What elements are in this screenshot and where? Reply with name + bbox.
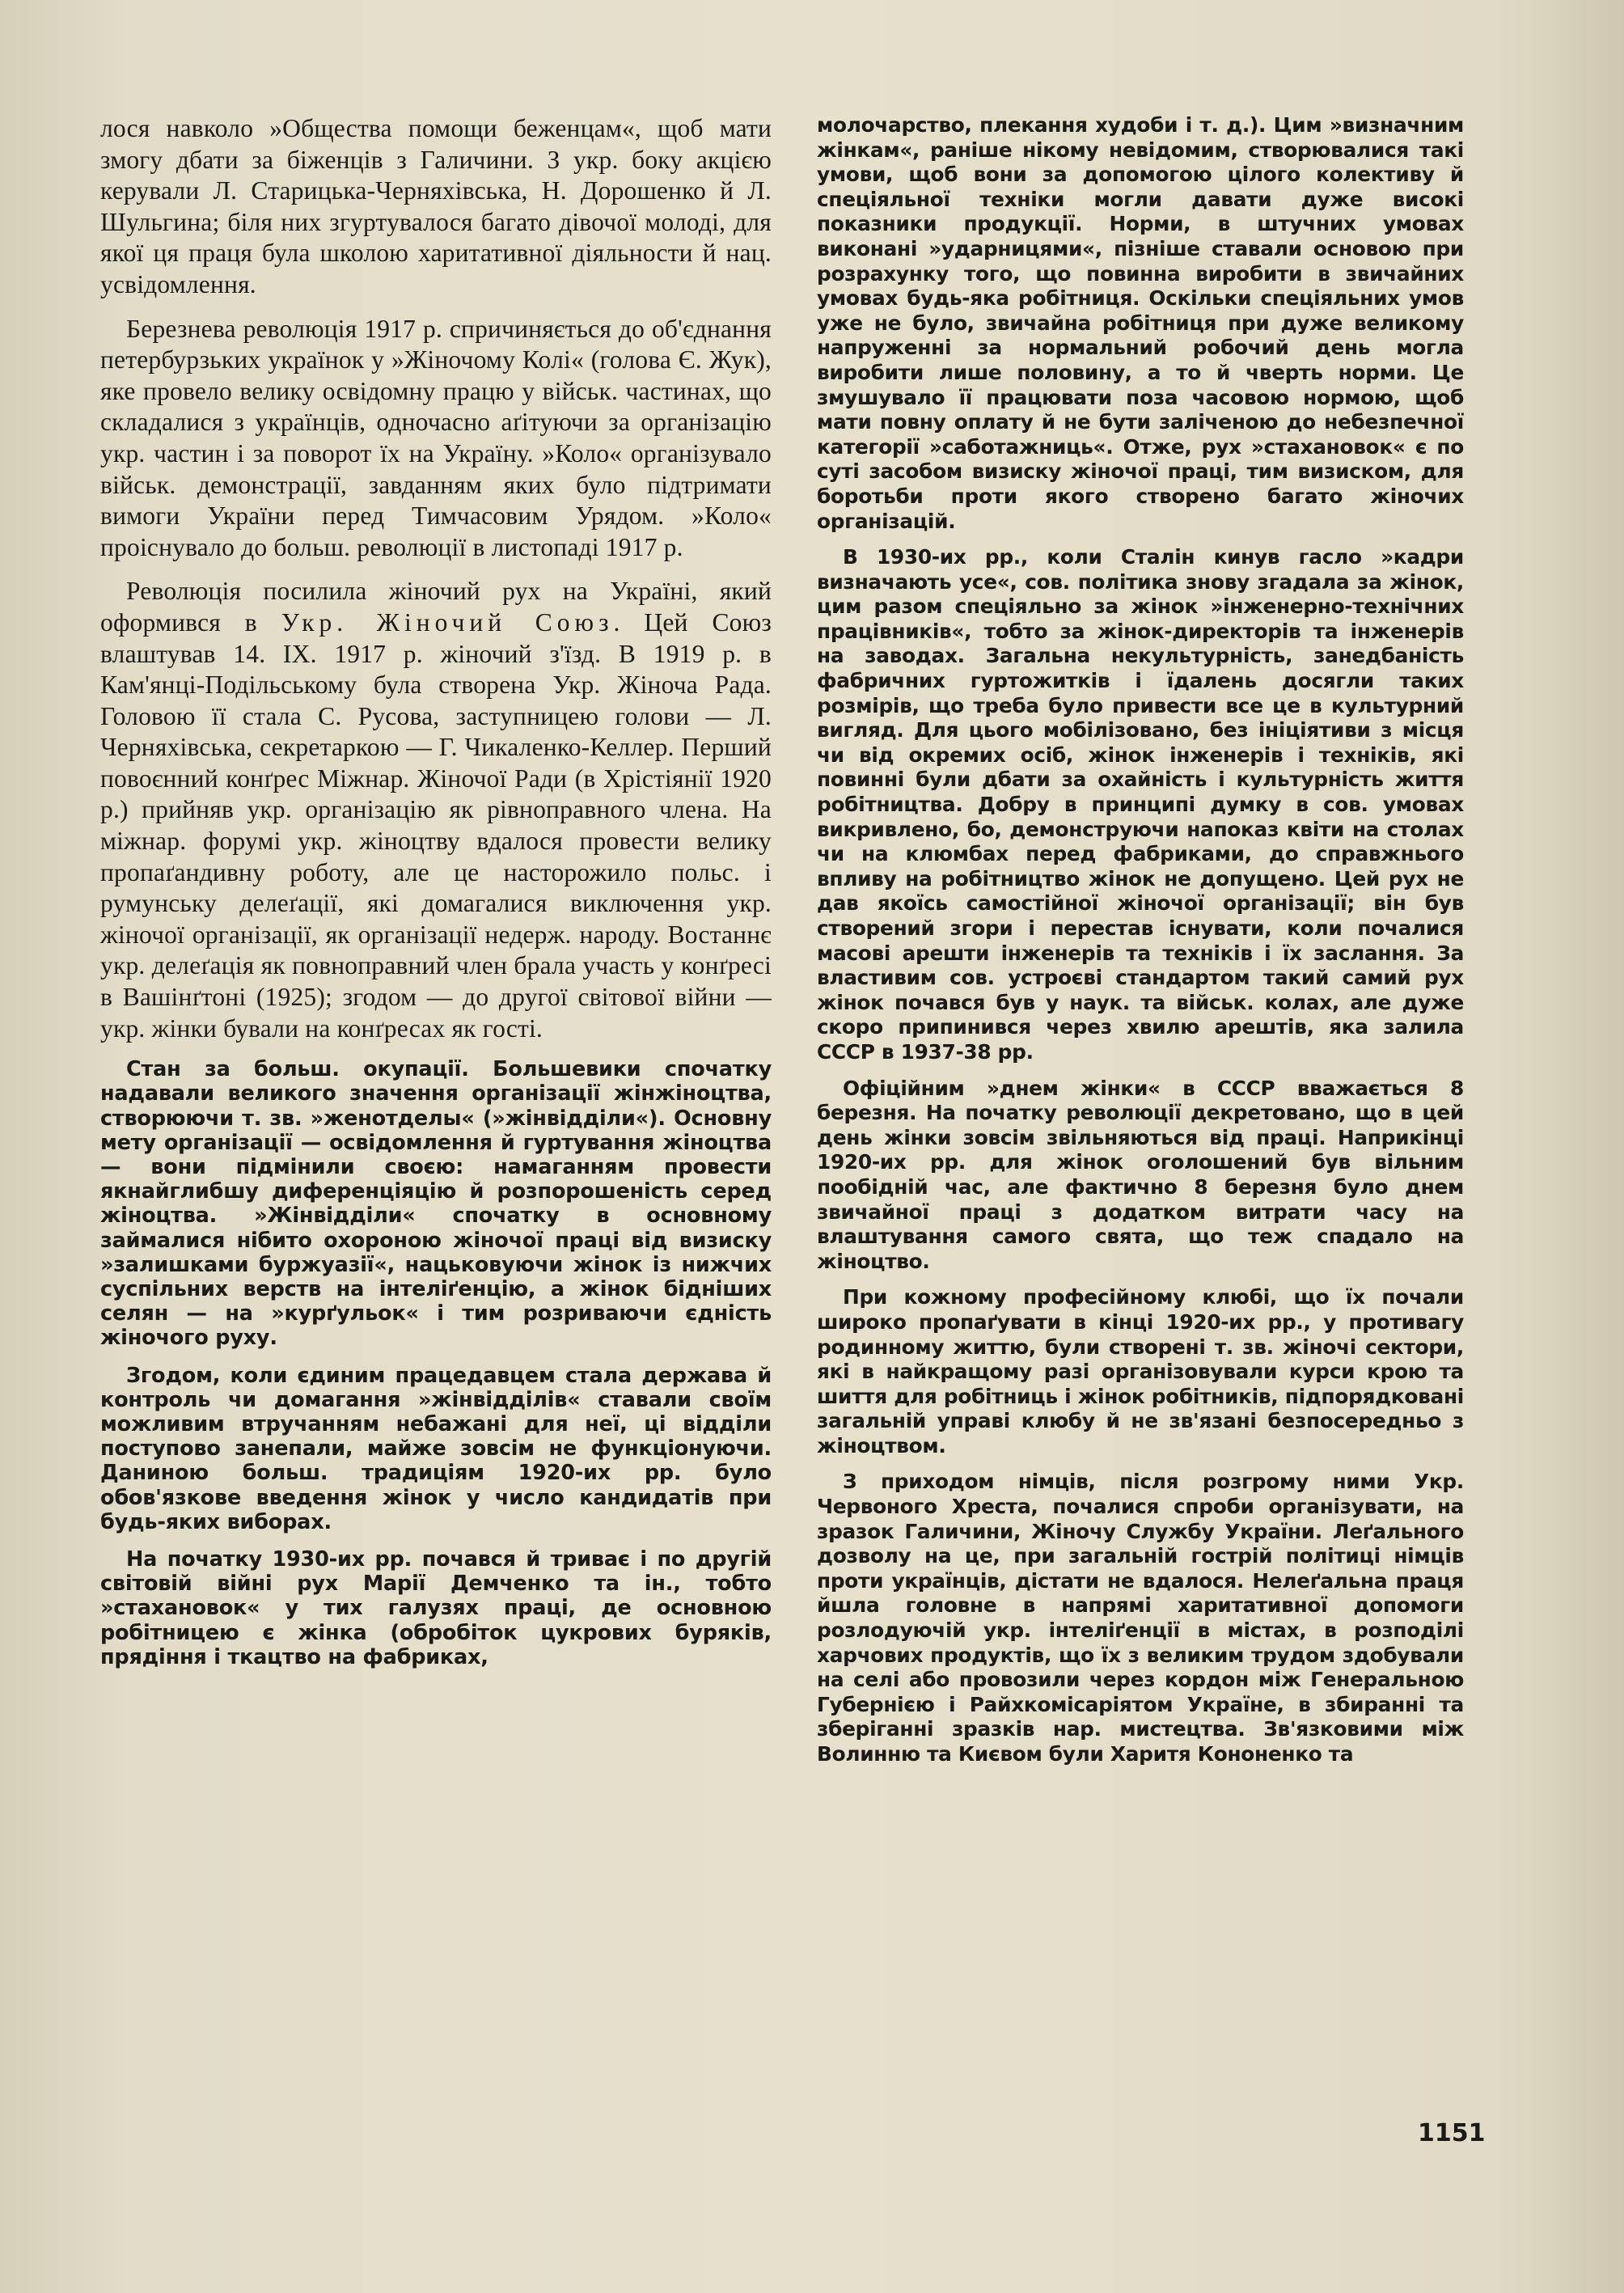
union-name: Укр. Жіночий Союз — [281, 607, 614, 637]
left-paragraph-2: Березнева революція 1917 р. спричиняється до об'єднання петербурзьких українок у »Жіночому Колі« (голова Є. Жук), яке провело велику освідомну працю у військ. частинах, що складалися з українців, одночасно аґітуючи за організацію укр. частин і за поворот їх на Україну. »Коло« організувало військ. демонстрації, завданням яких було підтримати вимоги України перед Тимчасовим Урядом. »Коло« проіснувало до больш. революції в листопаді 1917 р. — [100, 314, 772, 561]
left-paragraph-3 — [100, 576, 772, 1044]
section-heading: Стан за больш. окупації. — [126, 1057, 469, 1082]
right-paragraph-1: молочарство, плекання худоби і т. д.). Цим »визначним жінкам«, раніше нікому невідомим, створювалися такі умови, щоб вони за допомогою цілого колективу й спеціяльної техніки могли давати дуже високі показники продукції. Норми, в штучних умовах виконані »ударницями«, пізніше ставали основою при розрахунку того, що повинна виробити в звичайних умовах будь-яка робітниця. Оскільки спеціяльних умов уже не було, звичайна робітниця при дуже великому напруженні за нормальний робочий день могла виробити лише половину, а то й чверть норми. Це змушувало її працювати поза часовою нормою, щоб мати повну оплату й не бути заліченою до небезпечної категорії »саботажниць«. Отже, рух »стахановок« є по суті засобом визиску жіночої праці, тим визиском, для боротьби проти якого створено багато жіночих організацій. — [817, 113, 1464, 533]
right-paragraph-5: З приходом німців, після розгрому ними Укр. Червоного Хреста, почалися спроби організувати, на зразок Галичини, Жіночу Службу України. Леґального дозволу на це, при загальній гострій політиці німців проти українців, дістати не вдалося. Нелеґальна праця йшла головне в напрямі харитативної допомоги розлодуючій укр. інтеліґенції в містах, в розподілі харчових продуктів, що їх з великим трудом здобували на селі або провозили через кордон між Генеральною Губернією і Райхкомісаріятом Україне, в збиранні та зберіганні зразків нар. мистецтва. Зв'язковими між Волинню та Києвом були Харитя Кононенко та — [817, 1470, 1464, 1766]
left-paragraph-4-body: Большевики спочатку надавали великого значення організації жінжіноцтва, створюючи т. зв. »женотделы« (»жінвідділи«). Основну мету організації — освідомлення й гуртування жіноцтва — вони підмінили своєю: намаганням провести якнайглибшу диференціяцію й розпорошеність серед жіноцтва. »Жінвідділи« спочатку в основному займалися нібито охороною жіночої праці від визиску »залишками буржуазії«, нацьковуючи жінок із нижчих суспільних верств на інтеліґенцію, а жінок бідніших селян — на »курґульок« і тим розриваючи єдність жіночого руху. — [100, 1057, 772, 1351]
left-paragraph-3-rest: . Цей Союз влаштував 14. IX. 1917 р. жіночий з'їзд. В 1919 р. в Кам'янці-Подільському була створена Укр. Жіноча Рада. Головою її стала С. Русова, заступницею голови — Л. Черняхівська, секретаркою — Г. Чикаленко-Келлер. Перший повоєнний конґрес Міжнар. Жіночої Ради (в Хрістіянії 1920 р.) прийняв укр. організацію як рівноправного члена. На міжнар. форумі укр. жіноцтву вдалося провести велику пропаґандивну роботу, але це насторожило польс. і румунську делеґації, які домагалися виключення укр. жіночої організації, як організації недерж. народу. Востаннє укр. делеґація як повноправний член брала участь у конґресі в Вашінґтоні (1925); згодом — до другої світової війни — укр. жінки бували на конґресах як гості. — [100, 607, 772, 1043]
left-paragraph-3-start: Революція посилила жіночий рух на Україні, який оформився в — [100, 577, 772, 637]
left-paragraph-4 — [100, 1057, 772, 1350]
left-paragraph-1: лося навколо »Общества помощи беженцам«, щоб мати змогу дбати за біженців з Галичини. З укр. боку акцією керували Л. Старицька-Черняхівська, Н. Дорошенко й Л. Шульгина; біля них згуртувалося багато дівочої молоді, для якої ця праця була школою харитативної діяльности й нац. усвідомлення. — [100, 114, 772, 298]
page-number: 1151 — [1418, 2119, 1486, 2147]
left-paragraph-6: На початку 1930-их рр. почався й триває і по другій світовій війні рух Марії Демченко та ін., тобто »стахановок« у тих галузях праці, де основною робітницею є жінка (обробіток цукрових буряків, прядіння і ткацтво на фабриках, — [100, 1547, 772, 1669]
right-column — [817, 113, 1464, 1779]
right-paragraph-4: При кожному професійному клюбі, що їх почали широко пропаґувати в кінці 1920-их рр., у противагу родинному життю, були створені т. зв. жіночі сектори, які в найкращому разі організовували курси крою та шиття для робітниць і жінок робітників, підпорядковані загальній управі клюбу й не зв'язані безпосередньо з жіноцтвом. — [817, 1285, 1464, 1457]
left-column — [100, 113, 772, 1682]
right-paragraph-3: Офіційним »днем жінки« в СССР вважається 8 березня. На початку революції декретовано, що в цей день жінки зовсім звільняються від праці. Наприкінці 1920-их рр. для жінок оголошений був вільним пообідній час, але фактично 8 березня було днем звичайної праці з додатком витрати часу на влаштування самого свята, що теж спадало на жіноцтво. — [817, 1076, 1464, 1273]
left-paragraph-5: Згодом, коли єдиним працедавцем стала держава й контроль чи домагання »жінвідділів« ставали своїм можливим втручанням небажані для неї, ці відділи поступово занепали, майже зовсім не функціонуючи. Даниною больш. традиціям 1920-их рр. було обов'язкове введення жінок у число кандидатів при будь-яких виборах. — [100, 1363, 772, 1534]
right-paragraph-2: В 1930-их рр., коли Сталін кинув гасло »кадри визначають усе«, сов. політика знову згадала за жінок, цим разом спеціяльно за жінок »інженерно-технічних працівників«, тобто за жінок-директорів та інженерів на заводах. Загальна некультурність, занедбаність фабричних гуртожитків і їдалень досягли таких розмірів, що треба було привести все це в культурний вигляд. Для цього мобілізовано, без ініціятиви з місця чи від окремих осіб, жінок інженерів і техніків, які повинні були дбати за охайність і культурність життя робітництва. Добру в принципі думку в сов. умовах викривлено, бо, демонструючи напоказ квіти на столах чи на клюмбах перед фабриками, до справжнього впливу на робітництво жінок не допущено. Цей рух не дав якоїсь самостійної жіночої організації; він був створений згори і перестав існувати, коли почалися масові арешти інженерів та техніків і їх заслання. За властивим сов. устроєві стандартом такий самий рух жінок почався був у наук. та військ. колах, але дуже скоро припинився через хвилю арештів, яка залила СССР в 1937-38 рр. — [817, 545, 1464, 1064]
